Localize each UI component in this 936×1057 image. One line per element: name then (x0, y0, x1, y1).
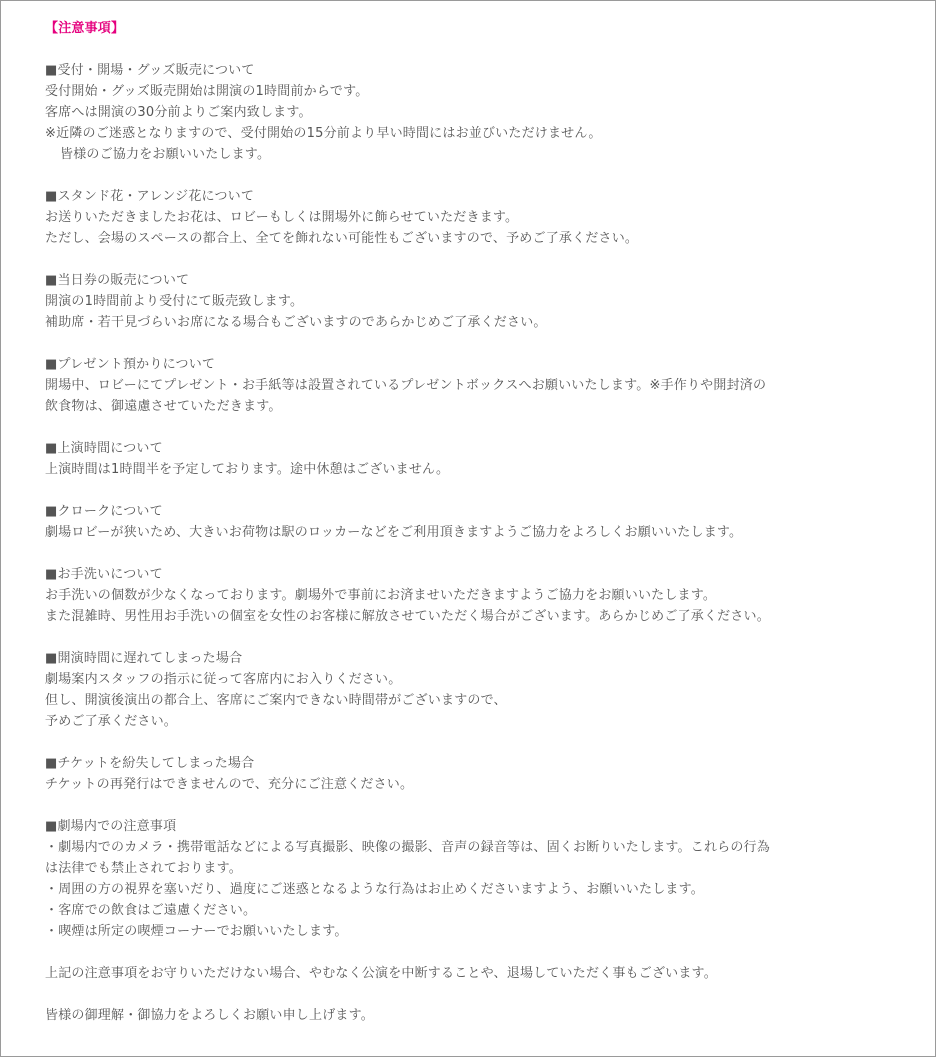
section-heading: ■劇場内での注意事項 (45, 819, 177, 834)
section-line: また混雑時、男性用お手洗いの個室を女性のお客様に解放させていただく場合がございます。あらかじめご了承ください。 (45, 609, 770, 624)
spacer (45, 543, 905, 564)
section-heading: ■当日券の販売について (45, 273, 190, 288)
section-cloakroom (45, 501, 905, 543)
closing-warning: 上記の注意事項をお守りいただけない場合、やむなく公演を中断することや、退場していただく事もございます。 (45, 966, 717, 981)
section-lost-ticket (45, 753, 905, 795)
section-line: 飲食物は、御遠慮させていただきます。 (45, 399, 282, 414)
section-line: 開場中、ロビーにてプレゼント・お手紙等は設置されているプレゼントボックスへお願いいたします。※手作りや開封済の (45, 378, 767, 393)
spacer (45, 627, 905, 648)
spacer (45, 249, 905, 270)
section-heading: ■開演時間に遅れてしまった場合 (45, 651, 243, 666)
section-flowers (45, 186, 905, 249)
section-line: 劇場ロビーが狭いため、大きいお荷物は駅のロッカーなどをご利用頂きますようご協力をよろしくお願いいたします。 (45, 525, 743, 540)
section-heading: ■クロークについて (45, 504, 163, 519)
spacer (45, 333, 905, 354)
section-heading: ■スタンド花・アレンジ花について (45, 189, 255, 204)
closing-thanks: 皆様の御理解・御協力をよろしくお願い申し上げます。 (45, 1008, 374, 1023)
section-late-arrival (45, 648, 905, 732)
section-line: は法律でも禁止されております。 (45, 861, 242, 876)
section-line: お手洗いの個数が少なくなっております。劇場外で事前にお済ませいただきますようご協力をお願いいたします。 (45, 588, 717, 603)
section-restrooms (45, 564, 905, 627)
section-line: ただし、会場のスペースの都合上、全てを飾れない可能性もございますので、予めご了承ください。 (45, 231, 639, 246)
section-line: 但し、開演後演出の都合上、客席にご案内できない時間帯がございますので、 (45, 693, 507, 708)
spacer (45, 984, 905, 1005)
section-line: お送りいただきましたお花は、ロビーもしくは開場外に飾らせていただきます。 (45, 210, 519, 225)
section-line: 開演の1時間前より受付にて販売致します。 (45, 294, 304, 309)
section-line: 客席へは開演の30分前よりご案内致します。 (45, 105, 312, 120)
spacer (45, 39, 905, 60)
section-line: 受付開始・グッズ販売開始は開演の1時間前からです。 (45, 84, 369, 99)
spacer (45, 480, 905, 501)
section-line: ・周囲の方の視界を塞いだり、過度にご迷惑となるような行為はお止めくださいますよう、お願いいたします。 (45, 882, 704, 897)
spacer (45, 942, 905, 963)
section-line: 劇場案内スタッフの指示に従って客席内にお入りください。 (45, 672, 402, 687)
section-heading: ■お手洗いについて (45, 567, 163, 582)
spacer (45, 417, 905, 438)
section-line: ・喫煙は所定の喫煙コーナーでお願いいたします。 (45, 924, 348, 939)
section-heading: ■上演時間について (45, 441, 163, 456)
notice-content (45, 18, 905, 1026)
spacer (45, 795, 905, 816)
section-heading: ■受付・開場・グッズ販売について (45, 63, 255, 78)
section-line: 皆様のご協力をお願いいたします。 (60, 147, 271, 162)
section-line: 上演時間は1時間半を予定しております。途中休憩はございません。 (45, 462, 450, 477)
section-line: ・劇場内でのカメラ・携帯電話などによる写真撮影、映像の撮影、音声の録音等は、固くお断りいたします。これらの行為 (45, 840, 770, 855)
section-line: ※近隣のご迷惑となりますので、受付開始の15分前より早い時間にはお並びいただけません。 (45, 126, 602, 141)
section-running-time (45, 438, 905, 480)
section-line: チケットの再発行はできませんので、充分にご注意ください。 (45, 777, 414, 792)
section-theater-rules (45, 816, 905, 942)
section-line: ・客席での飲食はご遠慮ください。 (45, 903, 257, 918)
spacer (45, 165, 905, 186)
section-line: 予めご了承ください。 (45, 714, 178, 729)
section-heading: ■プレゼント預かりについて (45, 357, 216, 372)
spacer (45, 732, 905, 753)
section-line: 補助席・若干見づらいお席になる場合もございますのであらかじめご了承ください。 (45, 315, 547, 330)
section-presents (45, 354, 905, 417)
section-reception (45, 60, 905, 165)
section-same-day-tickets (45, 270, 905, 333)
notice-title: 【注意事項】 (45, 21, 125, 36)
section-heading: ■チケットを紛失してしまった場合 (45, 756, 255, 771)
